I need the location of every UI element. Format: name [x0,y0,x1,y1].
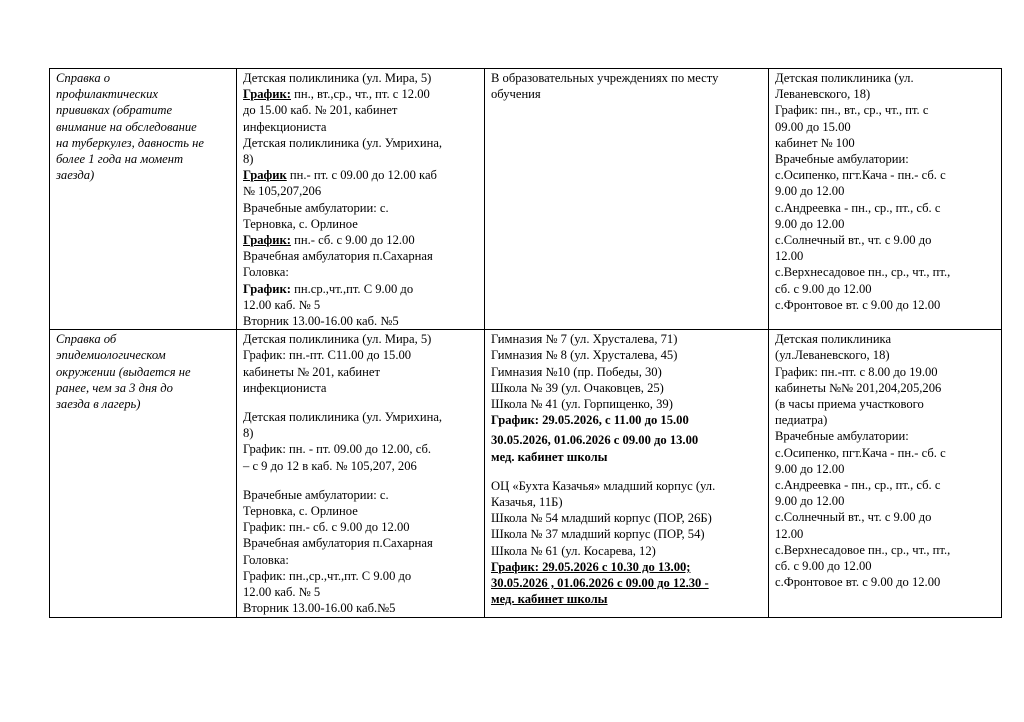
schedule-text: пн.- сб. с 9.00 до 12.00 [290,233,415,248]
clinic-line: Терновка, с. Орлиное [243,504,358,519]
schedule-label: График: [243,233,291,248]
other-line: кабинеты №№ 201,204,205,206 [775,380,942,395]
other-line: 12.00 [775,526,804,541]
document-line: прививках (обратите [56,103,173,118]
other-line: График: пн., вт., ср., чт., пт. с [775,103,929,118]
clinic-line: Детская поликлиника (ул. Умрихина, [243,410,443,425]
schedule-line [243,281,478,297]
table-row [50,69,1002,330]
school-line: ОЦ «Бухта Казачья» младший корпус (ул. [491,478,716,493]
other-line: Леваневского, 18) [775,87,871,102]
document-line: Справка об [56,332,117,347]
other-line: График: пн.-пт. с 8.00 до 19.00 [775,364,938,379]
schedule-text: пн.ср.,чт.,пт. С 9.00 до [290,281,414,296]
school-schedule: График: 29.05.2026 с 10.30 до 13.00; [491,559,691,574]
other-line: с.Осипенко, пгт.Кача - пн.- сб. с [775,168,946,183]
other-line: 09.00 до 15.00 [775,119,851,134]
other-line: с.Андреевка - пн., ср., пт., сб. с [775,200,941,215]
schools-cell [485,330,769,617]
school-line: В образовательных учреждениях по месту [491,71,719,85]
clinics-cell [237,69,485,330]
schedule-text: пн., вт.,ср., чт., пт. с 12.00 [290,87,430,102]
school-line: Школа № 39 (ул. Очаковцев, 25) [491,380,664,395]
clinic-line: 12.00 каб. № 5 [243,585,321,600]
other-line: с.Верхнесадовое пн., ср., чт., пт., [775,542,951,557]
school-schedule: мед. кабинет школы [491,592,608,607]
other-line: с.Фронтовое вт. с 9.00 до 12.00 [775,297,941,312]
school-schedule: 30.05.2026 , 01.06.2026 с 09.00 до 12.30 - [491,576,709,591]
clinic-line: График: пн.- сб. с 9.00 до 12.00 [243,520,410,535]
schedule-table [49,68,1002,618]
other-line: с.Фронтовое вт. с 9.00 до 12.00 [775,575,941,590]
school-line: Гимназия № 7 (ул. Хрусталева, 71) [491,332,678,347]
other-line: с.Верхнесадовое пн., ср., чт., пт., [775,265,951,280]
clinic-line: Врачебные амбулатории: с. [243,487,389,502]
clinic-line: Вторник 13.00-16.00 каб. №5 [243,314,399,329]
schedule-label: График [243,168,287,183]
other-line: (в часы приема участкового [775,397,924,412]
schedule-text: пн.- пт. с 09.00 до 12.00 каб [286,168,437,183]
other-line: 9.00 до 12.00 [775,494,845,509]
school-line: Казачья, 11Б) [491,495,563,510]
other-line: Врачебные амбулатории: [775,429,909,444]
spacer [243,474,478,487]
clinic-line: Врачебная амбулатория п.Сахарная [243,249,433,264]
document-line: эпидемиологическом [56,348,166,363]
clinic-line: инфекциониста [243,119,327,134]
clinic-line: 8) [243,426,254,441]
other-line: кабинет № 100 [775,135,855,150]
clinic-line: Головка: [243,265,289,280]
school-line: Школа № 41 (ул. Горпищенко, 39) [491,397,673,412]
clinic-line: – с 9 до 12 в каб. № 105,207, 206 [243,458,417,473]
clinic-line: График: пн.,ср.,чт.,пт. С 9.00 до [243,568,412,583]
document-line: Справка о [56,71,111,85]
other-line: (ул.Леваневского, 18) [775,348,890,363]
other-clinics-cell [769,330,1002,617]
clinic-line: Детская поликлиника (ул. Мира, 5) [243,71,432,85]
schedule-label: График: [243,281,291,296]
other-line: с.Солнечный вт., чт. с 9.00 до [775,233,932,248]
other-line: сб. с 9.00 до 12.00 [775,281,872,296]
school-line: Школа № 54 младший корпус (ПОР, 26Б) [491,511,712,526]
document-line: более 1 года на момент [56,152,184,167]
school-line: Гимназия №10 (пр. Победы, 30) [491,364,662,379]
document-cell [50,69,237,330]
clinic-line: Головка: [243,552,289,567]
other-line: сб. с 9.00 до 12.00 [775,559,872,574]
clinic-line: Детская поликлиника (ул. Умрихина, [243,135,443,150]
other-line: Детская поликлиника (ул. [775,71,914,85]
document-line: внимание на обследование [56,119,197,134]
schools-cell [485,69,769,330]
other-line: Детская поликлиника [775,332,892,347]
clinic-line: № 105,207,206 [243,184,322,199]
school-schedule: 30.05.2026, 01.06.2026 с 09.00 до 13.00 [491,433,699,448]
school-schedule: График: 29.05.2026, с 11.00 до 15.00 [491,413,689,428]
school-line: обучения [491,87,541,102]
spacer [491,465,762,478]
clinic-line: кабинеты № 201, кабинет [243,364,380,379]
document-line: заезда в лагерь) [56,397,141,412]
school-line: Гимназия № 8 (ул. Хрусталева, 45) [491,348,678,363]
schedule-label: График: [243,87,291,102]
other-line: с.Андреевка - пн., ср., пт., сб. с [775,478,941,493]
school-line: Школа № 37 младший корпус (ПОР, 54) [491,527,705,542]
spacer [243,396,478,409]
schedule-line [243,167,478,183]
clinic-line: График: пн. - пт. 09.00 до 12.00, сб. [243,442,432,457]
clinic-line: 8) [243,152,254,167]
other-line: 9.00 до 12.00 [775,461,845,476]
table-row [50,330,1002,617]
clinic-line: Детская поликлиника (ул. Мира, 5) [243,332,432,347]
other-line: с.Солнечный вт., чт. с 9.00 до [775,510,932,525]
other-line: Врачебные амбулатории: [775,152,909,167]
school-line: Школа № 61 (ул. Косарева, 12) [491,543,656,558]
schedule-line [243,86,478,102]
clinics-cell [237,330,485,617]
document-line: заезда) [56,168,95,183]
clinic-line: до 15.00 каб. № 201, кабинет [243,103,398,118]
school-schedule: мед. кабинет школы [491,449,608,464]
clinic-line: инфекциониста [243,380,327,395]
other-line: 12.00 [775,249,804,264]
other-line: 9.00 до 12.00 [775,216,845,231]
clinic-line: Врачебная амбулатория п.Сахарная [243,536,433,551]
document-line: профилактических [56,87,158,102]
document-line: на туберкулез, давность не [56,135,204,150]
document-cell [50,330,237,617]
other-line: с.Осипенко, пгт.Кача - пн.- сб. с [775,445,946,460]
other-clinics-cell [769,69,1002,330]
clinic-line: График: пн.-пт. С11.00 до 15.00 [243,348,412,363]
clinic-line: Вторник 13.00-16.00 каб.№5 [243,601,396,616]
clinic-line: Терновка, с. Орлиное [243,216,358,231]
other-line: 9.00 до 12.00 [775,184,845,199]
clinic-line: Врачебные амбулатории: с. [243,200,389,215]
other-line: педиатра) [775,413,828,428]
clinic-line: 12.00 каб. № 5 [243,297,321,312]
document-line: окружении (выдается не [56,364,191,379]
schedule-line [243,232,478,248]
document-line: ранее, чем за 3 дня до [56,380,173,395]
